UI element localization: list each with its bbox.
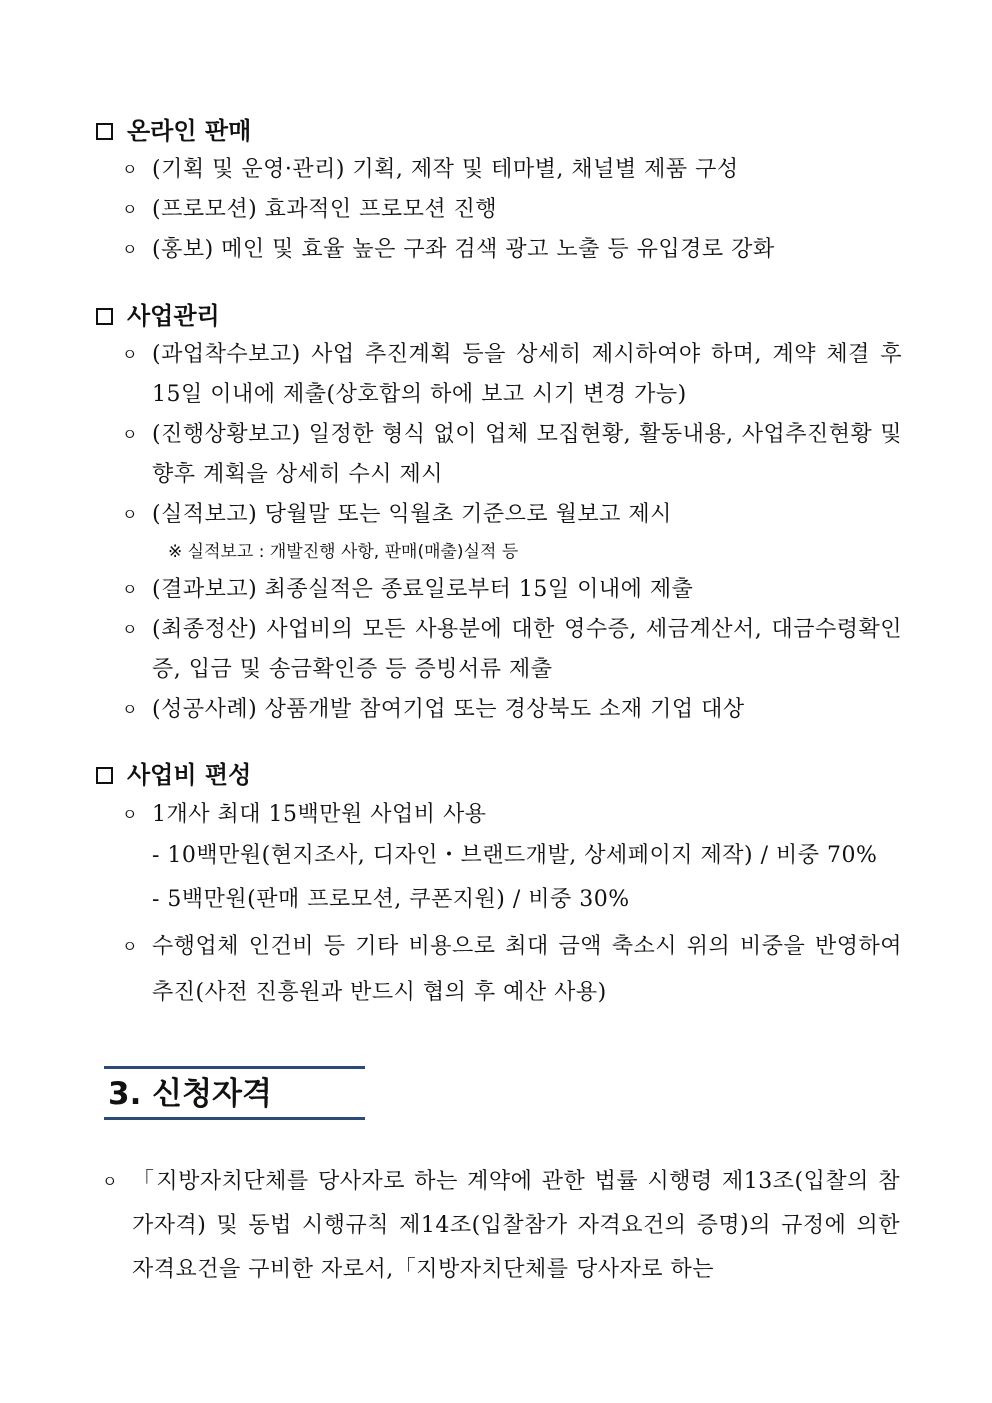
- list-item: ㅇ (프로모션) 효과적인 프로모션 진행: [122, 190, 902, 230]
- bullet-icon: ㅇ: [122, 200, 138, 219]
- list-item: ㅇ (실적보고) 당월말 또는 익월초 기준으로 월보고 제시: [122, 495, 902, 535]
- chapter-heading: [104, 1066, 365, 1120]
- bullet-icon: ㅇ: [122, 700, 138, 719]
- bullet-icon: ㅇ: [122, 425, 138, 444]
- list-item: ㅇ (홍보) 메인 및 효율 높은 구좌 검색 광고 노출 등 유입경로 강화: [122, 230, 902, 270]
- checkbox-square-icon: [96, 308, 113, 325]
- chapter-title: 3. 신청자격: [108, 1076, 272, 1112]
- checkbox-square-icon: [96, 767, 113, 784]
- qualification-paragraph: ㅇ 「지방자치단체를 당사자로 하는 계약에 관한 법률 시행령 제13조(입찰의 참가자격) 및 동법 시행규칙 제14조(입찰참가 자격요건의 증명)의 규정에 의한 자격요건을 구비한 자로서,「지방자치단체를 당사자로 하는: [102, 1160, 900, 1292]
- section-title: 온라인 판매: [127, 117, 252, 145]
- list-item: ㅇ (과업착수보고) 사업 추진계획 등을 상세히 제시하여야 하며, 계약 체결 후 15일 이내에 제출(상호합의 하에 보고 시기 변경 가능): [122, 335, 902, 415]
- list-item: ㅇ (최종정산) 사업비의 모든 사용분에 대한 영수증, 세금계산서, 대금수령확인증, 입금 및 송금확인증 등 증빙서류 제출: [122, 610, 902, 690]
- section-title: 사업관리: [127, 302, 220, 330]
- bullet-icon: ㅇ: [122, 580, 138, 599]
- list-item: ㅇ 1개사 최대 15백만원 사업비 사용: [122, 795, 902, 835]
- bullet-icon: ㅇ: [122, 937, 138, 956]
- bullet-icon: ㅇ: [102, 1172, 118, 1191]
- bullet-icon: ㅇ: [122, 240, 138, 259]
- section-title: 사업비 편성: [127, 761, 252, 789]
- note-text: ※ 실적보고 : 개발진행 사항, 판매(매출)실적 등: [168, 542, 519, 562]
- section-heading-project-management: [96, 301, 220, 331]
- list-item: ㅇ 수행업체 인건비 등 기타 비용으로 최대 금액 축소시 위의 비중을 반영하여 추진(사전 진흥원과 반드시 협의 후 예산 사용): [122, 924, 902, 1016]
- list-item: ㅇ (성공사례) 상품개발 참여기업 또는 경상북도 소재 기업 대상: [122, 690, 902, 730]
- section-heading-budget: [96, 760, 251, 790]
- section-heading-online-sales: [96, 116, 251, 146]
- list-item: ㅇ (결과보고) 최종실적은 종료일로부터 15일 이내에 제출: [122, 570, 902, 610]
- list-item: ㅇ (기획 및 운영·관리) 기획, 제작 및 테마별, 채널별 제품 구성: [122, 150, 902, 190]
- bullet-icon: ㅇ: [122, 620, 138, 639]
- list-item: ㅇ (진행상황보고) 일정한 형식 없이 업체 모집현황, 활동내용, 사업추진현황 및 향후 계획을 상세히 수시 제시: [122, 415, 902, 495]
- sub-item: - 10백만원(현지조사, 디자인・브랜드개발, 상세페이지 제작) / 비중 70%: [152, 843, 878, 868]
- sub-item: - 5백만원(판매 프로모션, 쿠폰지원) / 비중 30%: [152, 887, 630, 912]
- bullet-icon: ㅇ: [122, 160, 138, 179]
- checkbox-square-icon: [96, 123, 113, 140]
- bullet-icon: ㅇ: [122, 505, 138, 524]
- bullet-icon: ㅇ: [122, 345, 138, 364]
- bullet-icon: ㅇ: [122, 805, 138, 824]
